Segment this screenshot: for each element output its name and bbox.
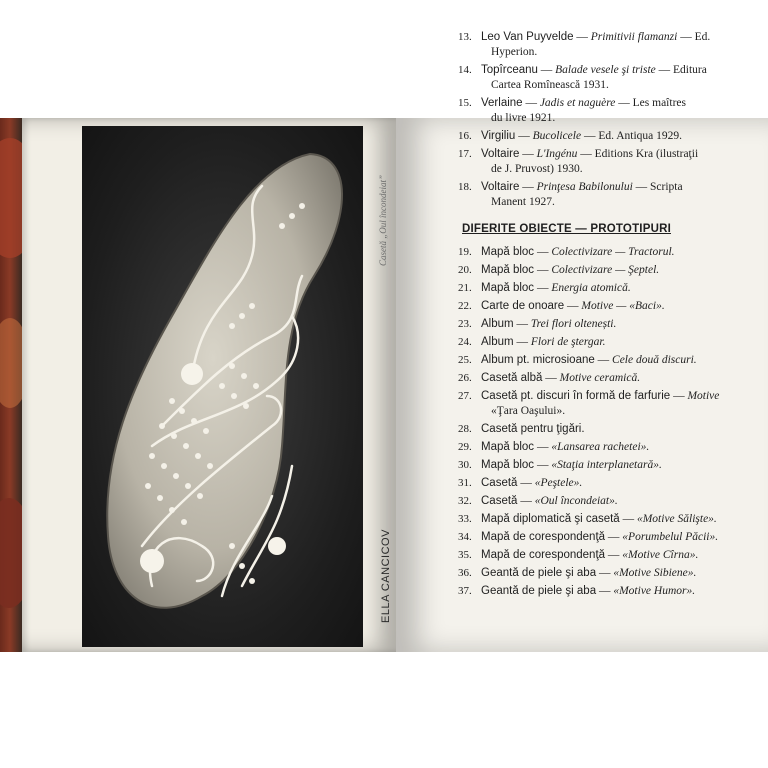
item-number: 20. <box>458 264 472 276</box>
item-title: Flori de ştergar. <box>530 336 606 348</box>
item-label: Verlaine <box>481 97 523 109</box>
list-item <box>458 389 758 419</box>
list-item <box>458 494 758 509</box>
item-separator: — <box>605 531 623 543</box>
item-number: 30. <box>458 459 472 471</box>
list-item <box>458 548 758 563</box>
item-separator: — <box>534 264 552 276</box>
item-number: 16. <box>458 130 472 142</box>
plate-photo-casket <box>82 126 363 647</box>
item-separator: — <box>564 300 582 312</box>
list-item <box>458 299 758 314</box>
item-label: Geantă de piele şi aba <box>481 585 597 597</box>
item-number: 26. <box>458 372 472 384</box>
item-continuation: Hyperion. <box>491 46 538 58</box>
catalog-list <box>458 30 758 602</box>
item-number: 15. <box>458 97 472 109</box>
list-item <box>458 30 758 60</box>
list-item <box>458 584 758 599</box>
item-label: Casetă <box>481 477 518 489</box>
item-label: Topîrceanu <box>481 64 538 76</box>
item-details: — Editura <box>655 64 707 76</box>
item-number: 17. <box>458 148 472 160</box>
item-separator: — <box>522 97 540 109</box>
item-title: Prinţesa Babilonului <box>536 181 633 193</box>
item-continuation: Cartea Romînească 1931. <box>491 79 609 91</box>
item-number: 25. <box>458 354 472 366</box>
item-separator: — <box>519 148 537 160</box>
item-details: — Ed. <box>677 31 711 43</box>
item-separator: — <box>596 585 614 597</box>
item-details: — Les maîtres <box>615 97 686 109</box>
item-separator: — <box>542 372 560 384</box>
item-details: — Editions Kra (ilustraţii <box>577 148 699 160</box>
list-item <box>458 245 758 260</box>
item-number: 29. <box>458 441 472 453</box>
item-title: «Motive Sibiene». <box>613 567 697 579</box>
item-title: «Porumbelul Păcii». <box>622 531 719 543</box>
item-title: Bucolicele <box>532 130 582 142</box>
casket-illustration <box>82 126 363 647</box>
list-item <box>458 263 758 278</box>
item-number: 22. <box>458 300 472 312</box>
item-title: «Oul încondeiat». <box>534 495 618 507</box>
item-title: Balade vesele şi triste <box>555 64 656 76</box>
item-separator: — <box>573 31 591 43</box>
left-page <box>22 118 398 652</box>
list-item <box>458 530 758 545</box>
item-number: 31. <box>458 477 472 489</box>
item-label: Mapă bloc <box>481 441 535 453</box>
item-separator: — <box>517 495 535 507</box>
item-number: 34. <box>458 531 472 543</box>
item-number: 32. <box>458 495 472 507</box>
item-number: 37. <box>458 585 472 597</box>
item-number: 33. <box>458 513 472 525</box>
item-title: L'Ingénu <box>536 148 578 160</box>
item-continuation: «Ţara Oaşului». <box>491 405 566 417</box>
item-title: Trei flori oltenești. <box>530 318 617 330</box>
item-separator: — <box>517 477 535 489</box>
item-separator: — <box>534 282 552 294</box>
list-item <box>458 371 758 386</box>
list-item <box>458 317 758 332</box>
item-separator: — <box>515 130 533 142</box>
item-details: — Ed. Antiqua 1929. <box>581 130 683 142</box>
item-label: Mapă bloc <box>481 264 535 276</box>
item-title: Colectivizare — Tractorul. <box>551 246 675 258</box>
list-item <box>458 147 758 177</box>
item-number: 14. <box>458 64 472 76</box>
item-title: «Lansarea rachetei». <box>551 441 650 453</box>
item-label: Casetă pentru ţigări. <box>481 423 585 435</box>
item-label: Mapă bloc <box>481 246 535 258</box>
item-separator: — <box>534 441 552 453</box>
item-separator: — <box>619 513 637 525</box>
item-number: 21. <box>458 282 472 294</box>
item-title: «Motive Humor». <box>613 585 696 597</box>
item-details: — Scripta <box>632 181 683 193</box>
list-item <box>458 440 758 455</box>
item-number: 19. <box>458 246 472 258</box>
item-label: Mapă de corespondenţă <box>481 531 606 543</box>
item-label: Mapă bloc <box>481 282 535 294</box>
item-label: Mapă bloc <box>481 459 535 471</box>
item-title: «Motive Cîrna». <box>622 549 699 561</box>
item-title: «Peştele». <box>534 477 583 489</box>
item-separator: — <box>513 318 531 330</box>
item-continuation: Manent 1927. <box>491 196 555 208</box>
item-label: Album <box>481 336 514 348</box>
caption-author: ELLA CANCICOV <box>380 529 392 623</box>
item-separator: — <box>513 336 531 348</box>
list-item <box>458 63 758 93</box>
item-separator: — <box>605 549 623 561</box>
item-title: Motive ceramică. <box>559 372 641 384</box>
item-number: 24. <box>458 336 472 348</box>
item-number: 27. <box>458 390 472 402</box>
list-item <box>458 180 758 210</box>
item-title: Energia atomică. <box>551 282 631 294</box>
item-label: Mapă de corespondenţă <box>481 549 606 561</box>
item-label: Carte de onoare <box>481 300 565 312</box>
item-label: Virgiliu <box>481 130 516 142</box>
item-continuation: de J. Pruvost) 1930. <box>491 163 583 175</box>
item-label: Album <box>481 318 514 330</box>
books-list <box>458 30 758 210</box>
list-item <box>458 512 758 527</box>
list-item <box>458 96 758 126</box>
list-item <box>458 566 758 581</box>
item-title: Primitivii flamanzi <box>590 31 678 43</box>
list-item <box>458 281 758 296</box>
list-item <box>458 129 758 144</box>
section-heading: DIFERITE OBIECTE — PROTOTIPURI <box>462 223 671 235</box>
item-label: Mapă diplomatică şi casetă <box>481 513 620 525</box>
item-separator: — <box>594 354 613 366</box>
item-label: Voltaire <box>481 181 520 193</box>
item-label: Casetă pt. discuri în formă de farfurie <box>481 390 671 402</box>
item-title: Jadis et naguère <box>539 97 616 109</box>
item-label: Album pt. microsioane <box>481 354 595 366</box>
item-separator: — <box>534 246 552 258</box>
item-label: Casetă <box>481 495 518 507</box>
item-label: Casetă albă <box>481 372 543 384</box>
item-number: 36. <box>458 567 472 579</box>
item-number: 28. <box>458 423 472 435</box>
item-number: 18. <box>458 181 472 193</box>
item-title: Colectivizare — Şeptel. <box>551 264 660 276</box>
item-title: Motive — «Baci». <box>581 300 665 312</box>
list-item <box>458 476 758 491</box>
item-number: 23. <box>458 318 472 330</box>
item-label: Geantă de piele şi aba <box>481 567 597 579</box>
list-item <box>458 353 758 368</box>
item-title: Motive <box>687 390 720 402</box>
list-item <box>458 335 758 350</box>
item-number: 13. <box>458 31 472 43</box>
item-separator: — <box>519 181 537 193</box>
item-title: «Motive Sălişte». <box>636 513 717 525</box>
caption-title: Casetă „Oul încondeiat” <box>378 174 388 266</box>
item-separator: — <box>670 390 688 402</box>
item-title: «Staţia interplanetară». <box>551 459 662 471</box>
item-separator: — <box>537 64 556 76</box>
list-item <box>458 422 758 437</box>
item-separator: — <box>596 567 614 579</box>
item-title: Cele două discuri. <box>612 354 697 366</box>
list-item <box>458 458 758 473</box>
item-separator: — <box>534 459 552 471</box>
item-label: Leo Van Puyvelde <box>481 31 574 43</box>
item-label: Voltaire <box>481 148 520 160</box>
item-continuation: du livre 1921. <box>491 112 556 124</box>
item-number: 35. <box>458 549 472 561</box>
objects-list <box>458 245 758 599</box>
